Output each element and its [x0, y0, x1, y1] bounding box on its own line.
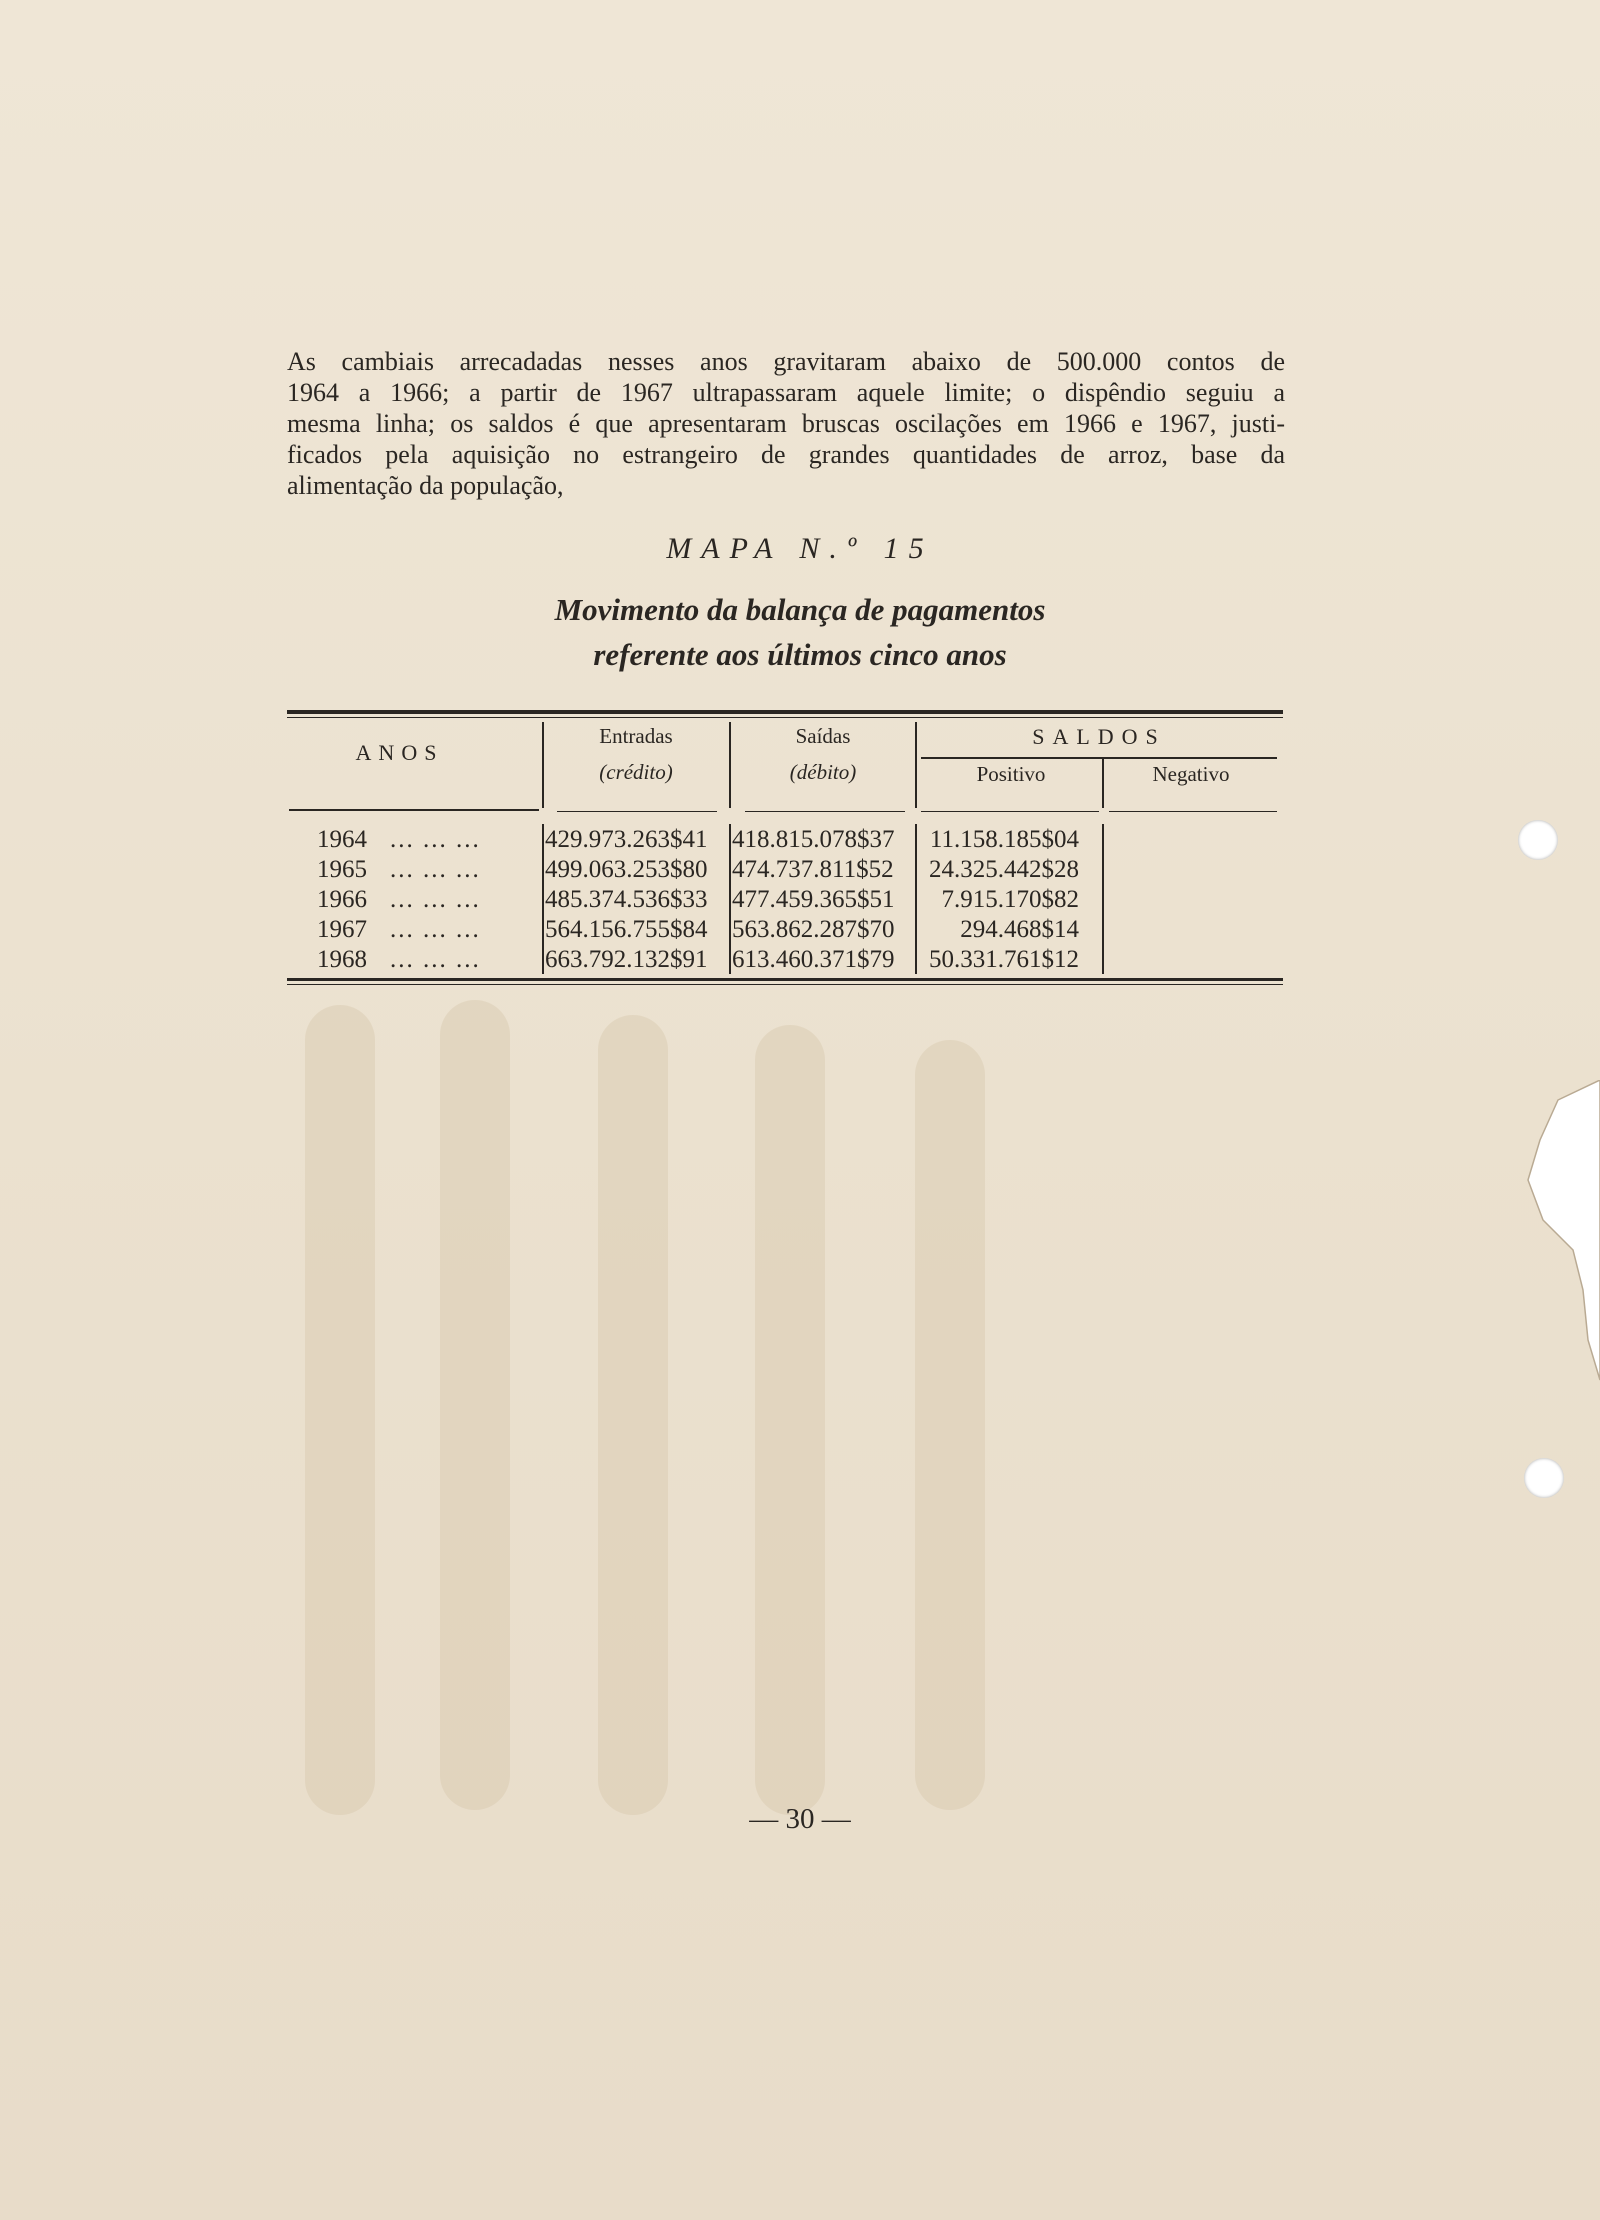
leader-dots: ... ... ...	[390, 916, 481, 943]
top-rule-thin	[287, 717, 1283, 718]
saidas-cell: 418.815.078$37	[732, 826, 895, 853]
punch-hole	[1518, 820, 1558, 860]
payments-table	[287, 710, 1283, 986]
bottom-rule	[287, 978, 1283, 981]
header-entradas-sub: (crédito)	[599, 760, 673, 784]
year-cell: 1964	[317, 826, 367, 853]
paragraph-line: ficados pela aquisição no estrangeiro de grandes quantidades de arroz, base da	[287, 440, 1285, 469]
header-saidas: Saídas	[795, 724, 851, 748]
column-divider	[729, 722, 731, 808]
header-underline	[745, 811, 905, 812]
header-anos: ANOS	[355, 740, 444, 765]
entradas-cell: 485.374.536$33	[545, 886, 708, 913]
entradas-cell: 663.792.132$91	[545, 946, 708, 973]
table-row	[287, 825, 1283, 855]
paragraph-line: mesma linha; os saldos é que apresentaram bruscas oscilações em 1966 e 1967, justi-	[287, 409, 1285, 438]
page-number: — 30 —	[749, 1803, 851, 1835]
top-rule	[287, 710, 1283, 714]
table-row	[287, 885, 1283, 915]
column-divider	[1102, 758, 1104, 808]
header-underline	[289, 809, 539, 811]
leader-dots: ... ... ...	[390, 946, 481, 973]
header-underline	[1109, 811, 1277, 812]
intro-paragraph	[287, 346, 1285, 501]
entradas-cell: 499.063.253$80	[545, 856, 708, 883]
positivo-cell: 50.331.761$12	[929, 946, 1079, 973]
header-underline	[921, 811, 1099, 812]
header-saldos: SALDOS	[1032, 724, 1166, 749]
positivo-cell: 7.915.170$82	[941, 886, 1079, 913]
year-cell: 1967	[317, 916, 367, 943]
table-title: Movimento da balança de pagamentos	[554, 592, 1046, 627]
table-subtitle: referente aos últimos cinco anos	[593, 637, 1007, 672]
bleed-through-stripe	[598, 1015, 668, 1815]
torn-edge	[1488, 1080, 1600, 1440]
year-cell: 1965	[317, 856, 367, 883]
saidas-cell: 563.862.287$70	[732, 916, 895, 943]
bleed-through-stripe	[305, 1005, 375, 1815]
map-label: MAPA N.º 15	[666, 532, 934, 565]
header-saidas-sub: (débito)	[789, 760, 857, 784]
header-entradas: Entradas	[599, 724, 673, 748]
bleed-through-stripe	[440, 1000, 510, 1810]
positivo-cell: 294.468$14	[960, 916, 1079, 943]
leader-dots: ... ... ...	[390, 826, 481, 853]
positivo-cell: 24.325.442$28	[929, 856, 1079, 883]
header-negativo: Negativo	[1152, 762, 1230, 786]
paragraph-line: As cambiais arrecadadas nesses anos gravitaram abaixo de 500.000 contos de	[287, 347, 1285, 376]
saldos-underline	[921, 757, 1277, 759]
punch-hole	[1524, 1458, 1564, 1498]
entradas-cell: 429.973.263$41	[545, 826, 708, 853]
table-row	[287, 915, 1283, 945]
leader-dots: ... ... ...	[390, 886, 481, 913]
bleed-through-stripe	[755, 1025, 825, 1815]
saidas-cell: 613.460.371$79	[732, 946, 895, 973]
header-positivo: Positivo	[976, 762, 1046, 786]
positivo-cell: 11.158.185$04	[929, 826, 1079, 853]
bottom-rule-thin	[287, 984, 1283, 985]
saidas-cell: 477.459.365$51	[732, 886, 895, 913]
saidas-cell: 474.737.811$52	[732, 856, 894, 883]
column-divider	[915, 722, 917, 808]
paragraph-line: 1964 a 1966; a partir de 1967 ultrapassaram aquele limite; o dispêndio seguiu a	[287, 378, 1285, 407]
header-underline	[557, 811, 717, 812]
entradas-cell: 564.156.755$84	[545, 916, 708, 943]
paragraph-line: alimentação da população,	[287, 471, 564, 500]
year-cell: 1966	[317, 886, 367, 913]
leader-dots: ... ... ...	[390, 856, 481, 883]
column-divider	[542, 722, 544, 808]
table-row	[287, 855, 1283, 885]
year-cell: 1968	[317, 946, 367, 973]
table-row	[287, 945, 1283, 975]
bleed-through-stripe	[915, 1040, 985, 1810]
